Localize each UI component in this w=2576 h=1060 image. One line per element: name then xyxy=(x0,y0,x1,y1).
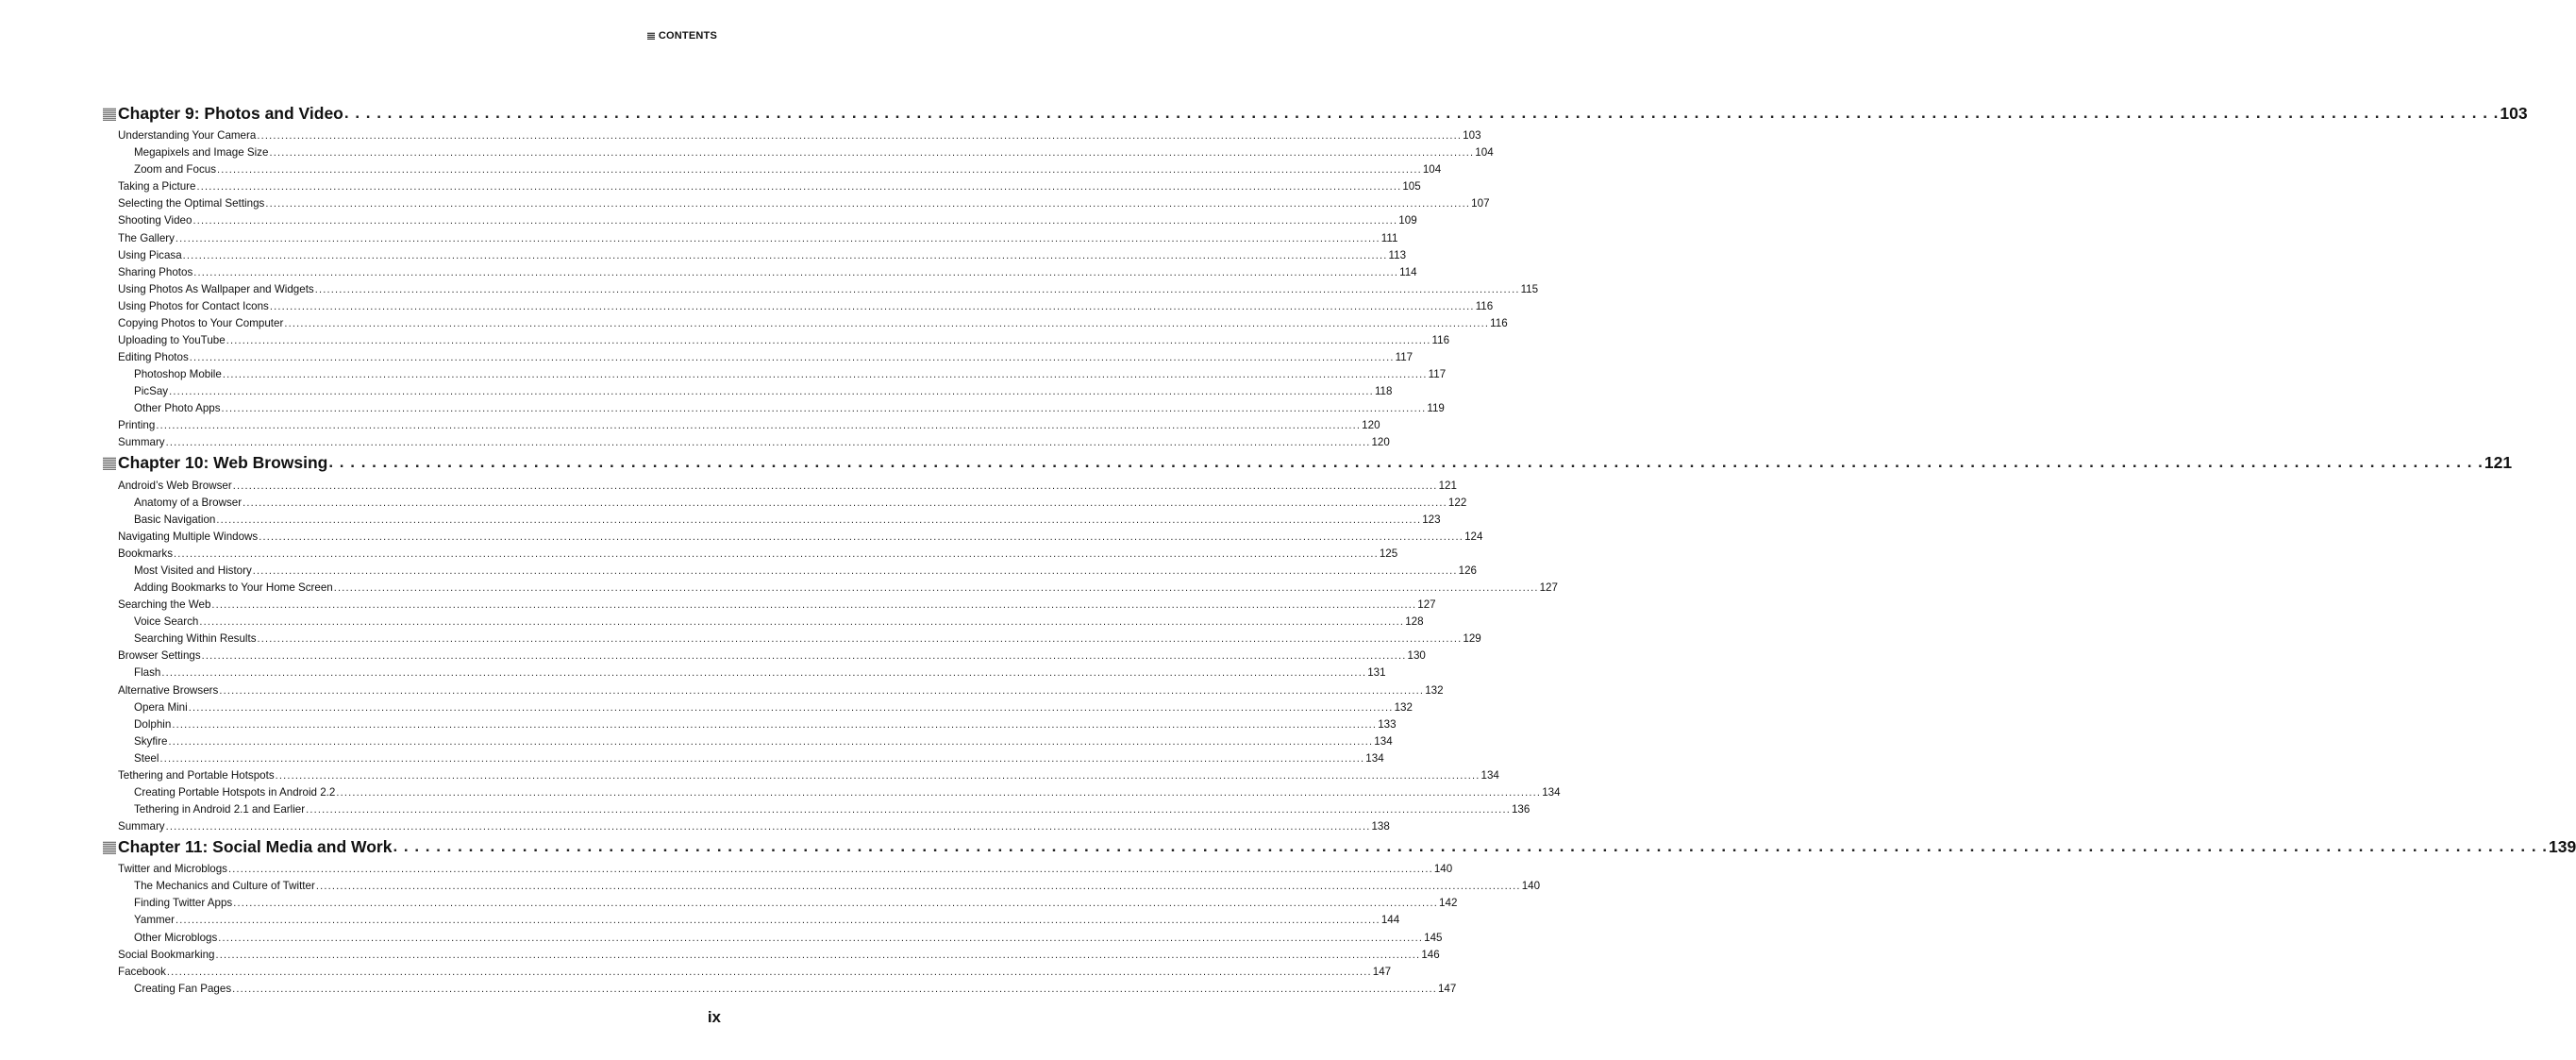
chapter-heading[interactable] xyxy=(103,451,2513,474)
entry-page: 128 xyxy=(1405,615,1424,629)
entry-page: 120 xyxy=(1371,436,1390,449)
toc-section[interactable] xyxy=(103,298,1494,315)
entry-page: 116 xyxy=(1475,299,1494,312)
entry-page: 105 xyxy=(1402,180,1421,193)
dot-leader: ............................................................................................................................................................................................................................................................................................................ xyxy=(314,283,1520,295)
entry-title: Navigating Multiple Windows xyxy=(118,530,259,543)
entry-title: Sharing Photos xyxy=(118,265,193,278)
dot-leader: ............................................................................................................................................................................................................................................................................................................ xyxy=(216,513,1422,526)
toc-subsection[interactable] xyxy=(103,161,1442,178)
entry-page: 140 xyxy=(1433,863,1453,876)
entry-title: Steel xyxy=(134,751,159,765)
entry-title: Summary xyxy=(118,436,165,449)
entry-page: 142 xyxy=(1439,897,1458,910)
toc-section[interactable] xyxy=(103,332,1450,349)
dot-leader: ............................................................................................................................................................................................................................................................................................................ xyxy=(169,386,1374,398)
dot-leader: ............................................................................................................................................................................................................................................................................................................ xyxy=(265,198,1471,210)
entry-page: 132 xyxy=(1425,683,1444,697)
toc-section[interactable] xyxy=(103,477,1457,494)
toc-subsection[interactable] xyxy=(103,912,1400,929)
toc-section[interactable] xyxy=(103,212,1417,229)
entry-page: 111 xyxy=(1380,231,1398,244)
dot-leader: ............................................................................................................................................................................................................................................................................................................ xyxy=(175,915,1380,927)
entry-title: Tethering and Portable Hotspots xyxy=(118,768,275,782)
toc-section[interactable] xyxy=(103,681,1444,698)
toc-section[interactable] xyxy=(103,947,1440,964)
dot-leader: ............................................................................................................................................................................................................................................................................................................ xyxy=(199,616,1405,629)
entry-page: 125 xyxy=(1379,547,1398,560)
entry-title: Opera Mini xyxy=(134,700,188,714)
chapter-page: 121 xyxy=(2484,453,2513,473)
entry-page: 126 xyxy=(1458,564,1477,577)
section-square-icon xyxy=(647,32,655,40)
dot-leader: ............................................................................................................................................................................................................................................................................................................ xyxy=(168,735,1374,748)
toc-section[interactable] xyxy=(103,315,1508,332)
dot-leader: ............................................................................................................................................................................................................................................................................................................ xyxy=(227,864,1433,876)
dot-leader: ............................................................................................................................................................................................................................................................................................................ xyxy=(174,547,1379,560)
table-of-contents xyxy=(103,102,2576,998)
toc-section[interactable] xyxy=(103,281,1539,298)
entry-title: Searching Within Results xyxy=(134,632,257,646)
dot-leader: ............................................................................................................................................................................................................................................................................................................ xyxy=(189,352,1395,364)
entry-page: 114 xyxy=(1399,265,1417,278)
dot-leader: ............................................................................................................................................................................................................................................................................................................ xyxy=(336,786,1542,799)
entry-title: Android’s Web Browser xyxy=(118,479,232,492)
entry-title: Yammer xyxy=(134,914,175,927)
dot-leader: ............................................................................................................................................................................................................................................................................................................ xyxy=(232,983,1437,995)
toc-section[interactable] xyxy=(103,767,1499,784)
entry-title: Social Bookmarking xyxy=(118,948,215,961)
entry-title: Searching the Web xyxy=(118,598,211,612)
dot-leader: ............................................................................................................................................................................................................................................................................................................ xyxy=(257,633,1463,646)
toc-section[interactable] xyxy=(103,229,1398,246)
chapter-title: Chapter 9: Photos and Video xyxy=(118,104,343,123)
entry-page: 145 xyxy=(1424,931,1443,944)
dot-leader: . . . . . . . . . . . . . . . . . . . . . . . . . . . . . . . . . . . . . . . . . . . . . . . . . . . . . . . . . . . . . . . . . . . . . . . . . . . . . . . . . . . . . . . . . . . . . . . . . . . . . . . . . . . . . . . . . . . . . . . . . . . . . . . . . . . . . . . . . . . . . . . . . . . . . . . . . . . . . . . . . . . . . . . . . . . . . . . . . . . . . . . . . . . . . . . . . . . . . . . . xyxy=(393,837,2548,856)
dot-leader: ............................................................................................................................................................................................................................................................................................................ xyxy=(161,667,1367,680)
entry-title: Voice Search xyxy=(134,615,199,629)
entry-title: Using Picasa xyxy=(118,248,182,261)
chapter-heading[interactable] xyxy=(103,835,2576,858)
entry-page: 104 xyxy=(1475,146,1494,160)
dot-leader: ............................................................................................................................................................................................................................................................................................................ xyxy=(215,949,1421,961)
toc-subsection[interactable] xyxy=(103,665,1386,681)
entry-page: 116 xyxy=(1490,316,1508,329)
toc-subsection[interactable] xyxy=(103,716,1397,733)
entry-title: Printing xyxy=(118,419,156,432)
toc-subsection[interactable] xyxy=(103,784,1561,801)
toc-section[interactable] xyxy=(103,178,1421,195)
entry-title: Dolphin xyxy=(134,717,172,731)
dot-leader: ............................................................................................................................................................................................................................................................................................................ xyxy=(166,966,1372,978)
dot-leader: ............................................................................................................................................................................................................................................................................................................ xyxy=(232,480,1438,492)
entry-page: 133 xyxy=(1378,717,1397,731)
toc-subsection[interactable] xyxy=(103,512,1441,529)
entry-title: Facebook xyxy=(118,965,166,978)
dot-leader: ............................................................................................................................................................................................................................................................................................................ xyxy=(257,130,1463,143)
entry-title: Anatomy of a Browser xyxy=(134,496,243,509)
entry-title: Photoshop Mobile xyxy=(134,368,222,381)
dot-leader: ............................................................................................................................................................................................................................................................................................................ xyxy=(218,932,1424,944)
entry-title: Skyfire xyxy=(134,734,168,748)
chapter-square-icon xyxy=(103,108,116,121)
toc-subsection[interactable] xyxy=(103,563,1477,580)
dot-leader: ............................................................................................................................................................................................................................................................................................................ xyxy=(165,821,1371,833)
entry-title: Summary xyxy=(118,820,165,833)
toc-section[interactable] xyxy=(103,529,1483,546)
toc-section[interactable] xyxy=(103,195,1490,212)
entry-title: Zoom and Focus xyxy=(134,163,216,177)
chapter-page: 139 xyxy=(2549,837,2576,857)
entry-page: 124 xyxy=(1464,530,1483,543)
toc-subsection[interactable] xyxy=(103,383,1393,400)
dot-leader: ............................................................................................................................................................................................................................................................................................................ xyxy=(217,164,1422,177)
entry-page: 127 xyxy=(1417,598,1436,612)
dot-leader: ............................................................................................................................................................................................................................................................................................................ xyxy=(159,752,1365,765)
dot-leader: ............................................................................................................................................................................................................................................................................................................ xyxy=(175,232,1380,244)
entry-page: 134 xyxy=(1365,751,1384,765)
dot-leader: ............................................................................................................................................................................................................................................................................................................ xyxy=(192,215,1398,227)
toc-section[interactable] xyxy=(103,264,1417,281)
toc-subsection[interactable] xyxy=(103,614,1424,631)
entry-page: 132 xyxy=(1394,700,1413,714)
entry-page: 113 xyxy=(1388,248,1407,261)
entry-page: 115 xyxy=(1520,282,1539,295)
chapter-title: Chapter 10: Web Browsing xyxy=(118,453,328,473)
entry-page: 146 xyxy=(1421,948,1440,961)
entry-page: 131 xyxy=(1367,666,1386,680)
toc-section[interactable] xyxy=(103,597,1436,614)
chapter-square-icon xyxy=(103,841,116,854)
entry-page: 122 xyxy=(1447,496,1467,509)
entry-title: Shooting Video xyxy=(118,214,192,227)
dot-leader: ............................................................................................................................................................................................................................................................................................................ xyxy=(196,181,1402,193)
entry-title: PicSay xyxy=(134,385,169,398)
running-head xyxy=(647,30,717,42)
entry-page: 140 xyxy=(1521,880,1541,893)
entry-page: 144 xyxy=(1380,914,1400,927)
entry-page: 129 xyxy=(1463,632,1481,646)
dot-leader: ............................................................................................................................................................................................................................................................................................................ xyxy=(269,300,1475,312)
entry-title: Copying Photos to Your Computer xyxy=(118,316,284,329)
toc-subsection[interactable] xyxy=(103,750,1384,767)
dot-leader: ............................................................................................................................................................................................................................................................................................................ xyxy=(221,403,1427,415)
entry-page: 109 xyxy=(1398,214,1417,227)
entry-page: 134 xyxy=(1480,768,1499,782)
toc-subsection[interactable] xyxy=(103,699,1413,716)
chapter-title: Chapter 11: Social Media and Work xyxy=(118,837,393,857)
entry-title: Bookmarks xyxy=(118,547,173,560)
entry-title: Twitter and Microblogs xyxy=(118,863,227,876)
entry-page: 117 xyxy=(1428,368,1447,381)
toc-section[interactable] xyxy=(103,818,1390,835)
toc-subsection[interactable] xyxy=(103,366,1447,383)
entry-title: Selecting the Optimal Settings xyxy=(118,197,265,210)
dot-leader: ............................................................................................................................................................................................................................................................................................................ xyxy=(284,317,1490,329)
entry-title: Using Photos As Wallpaper and Widgets xyxy=(118,282,314,295)
dot-leader: ............................................................................................................................................................................................................................................................................................................ xyxy=(182,249,1388,261)
dot-leader: ............................................................................................................................................................................................................................................................................................................ xyxy=(275,769,1480,782)
entry-page: 107 xyxy=(1471,197,1490,210)
entry-title: Most Visited and History xyxy=(134,564,252,577)
entry-page: 138 xyxy=(1371,820,1390,833)
toc-subsection[interactable] xyxy=(103,631,1481,648)
toc-subsection[interactable] xyxy=(103,801,1531,818)
toc-subsection[interactable] xyxy=(103,144,1494,161)
entry-title: Using Photos for Contact Icons xyxy=(118,299,269,312)
toc-subsection[interactable] xyxy=(103,981,1457,998)
toc-section[interactable] xyxy=(103,247,1407,264)
entry-page: 104 xyxy=(1422,163,1442,177)
toc-section[interactable] xyxy=(103,434,1390,451)
entry-title: Creating Fan Pages xyxy=(134,982,232,995)
entry-page: 123 xyxy=(1422,513,1441,526)
entry-page: 136 xyxy=(1511,803,1531,816)
dot-leader: ............................................................................................................................................................................................................................................................................................................ xyxy=(222,369,1428,381)
page-number: ix xyxy=(707,1008,721,1026)
entry-title: Adding Bookmarks to Your Home Screen xyxy=(134,581,333,595)
dot-leader: ............................................................................................................................................................................................................................................................................................................ xyxy=(333,582,1539,595)
dot-leader: ............................................................................................................................................................................................................................................................................................................ xyxy=(269,147,1475,160)
toc-subsection[interactable] xyxy=(103,400,1445,417)
entry-page: 134 xyxy=(1374,734,1393,748)
entry-page: 134 xyxy=(1542,785,1561,799)
toc-section[interactable] xyxy=(103,861,1453,878)
toc-subsection[interactable] xyxy=(103,929,1443,946)
entry-title: Basic Navigation xyxy=(134,513,216,526)
chapter-heading[interactable] xyxy=(103,102,2528,125)
dot-leader: ............................................................................................................................................................................................................................................................................................................ xyxy=(233,898,1439,910)
toc-section[interactable] xyxy=(103,127,1481,144)
entry-title: Megapixels and Image Size xyxy=(134,146,269,160)
entry-title: Creating Portable Hotspots in Android 2.2 xyxy=(134,785,336,799)
dot-leader: ............................................................................................................................................................................................................................................................................................................ xyxy=(201,650,1407,663)
toc-section[interactable] xyxy=(103,964,1392,981)
entry-title: Other Photo Apps xyxy=(134,402,221,415)
entry-title: Tethering in Android 2.1 and Earlier xyxy=(134,803,306,816)
entry-page: 127 xyxy=(1539,581,1558,595)
dot-leader: . . . . . . . . . . . . . . . . . . . . . . . . . . . . . . . . . . . . . . . . . . . . . . . . . . . . . . . . . . . . . . . . . . . . . . . . . . . . . . . . . . . . . . . . . . . . . . . . . . . . . . . . . . . . . . . . . . . . . . . . . . . . . . . . . . . . . . . . . . . . . . . . . . . . . . . . . . . . . . . . . . . . . . . . . . . . . . . . . . . . . . . . . . . . . . . . . . . . . . . . xyxy=(328,453,2484,472)
entry-title: Editing Photos xyxy=(118,351,189,364)
entry-title: Alternative Browsers xyxy=(118,683,219,697)
dot-leader: ............................................................................................................................................................................................................................................................................................................ xyxy=(188,701,1394,714)
entry-title: Uploading to YouTube xyxy=(118,334,226,347)
entry-title: Other Microblogs xyxy=(134,931,218,944)
entry-page: 103 xyxy=(1463,129,1481,143)
dot-leader: ............................................................................................................................................................................................................................................................................................................ xyxy=(165,437,1371,449)
dot-leader: ............................................................................................................................................................................................................................................................................................................ xyxy=(156,420,1362,432)
entry-title: The Gallery xyxy=(118,231,175,244)
entry-page: 121 xyxy=(1438,479,1457,492)
dot-leader: ............................................................................................................................................................................................................................................................................................................ xyxy=(306,804,1511,816)
entry-title: Understanding Your Camera xyxy=(118,129,257,143)
dot-leader: ............................................................................................................................................................................................................................................................................................................ xyxy=(193,266,1399,278)
toc-subsection[interactable] xyxy=(103,495,1467,512)
toc-section[interactable] xyxy=(103,417,1380,434)
dot-leader: ............................................................................................................................................................................................................................................................................................................ xyxy=(252,564,1458,577)
entry-page: 117 xyxy=(1395,351,1413,364)
toc-subsection[interactable] xyxy=(103,733,1393,750)
dot-leader: ............................................................................................................................................................................................................................................................................................................ xyxy=(259,530,1464,543)
entry-title: Browser Settings xyxy=(118,649,201,663)
toc-section[interactable] xyxy=(103,648,1426,665)
entry-title: Taking a Picture xyxy=(118,180,196,193)
entry-page: 116 xyxy=(1431,334,1450,347)
entry-title: Flash xyxy=(134,666,161,680)
entry-page: 147 xyxy=(1437,982,1457,995)
toc-section[interactable] xyxy=(103,546,1398,563)
entry-page: 118 xyxy=(1374,385,1393,398)
entry-title: The Mechanics and Culture of Twitter xyxy=(134,880,315,893)
dot-leader: ............................................................................................................................................................................................................................................................................................................ xyxy=(315,881,1521,893)
entry-page: 147 xyxy=(1372,965,1392,978)
dot-leader: ............................................................................................................................................................................................................................................................................................................ xyxy=(172,718,1378,731)
dot-leader: ............................................................................................................................................................................................................................................................................................................ xyxy=(243,496,1447,509)
entry-page: 120 xyxy=(1362,419,1380,432)
toc-section[interactable] xyxy=(103,349,1413,366)
toc-subsection[interactable] xyxy=(103,580,1558,597)
entry-page: 119 xyxy=(1427,402,1445,415)
dot-leader: ............................................................................................................................................................................................................................................................................................................ xyxy=(211,599,1417,612)
chapter-square-icon xyxy=(103,457,116,470)
entry-title: Finding Twitter Apps xyxy=(134,897,233,910)
chapter-page: 103 xyxy=(2500,104,2528,123)
dot-leader: ............................................................................................................................................................................................................................................................................................................ xyxy=(226,335,1431,347)
entry-page: 130 xyxy=(1407,649,1426,663)
dot-leader: ............................................................................................................................................................................................................................................................................................................ xyxy=(219,684,1425,697)
dot-leader: . . . . . . . . . . . . . . . . . . . . . . . . . . . . . . . . . . . . . . . . . . . . . . . . . . . . . . . . . . . . . . . . . . . . . . . . . . . . . . . . . . . . . . . . . . . . . . . . . . . . . . . . . . . . . . . . . . . . . . . . . . . . . . . . . . . . . . . . . . . . . . . . . . . . . . . . . . . . . . . . . . . . . . . . . . . . . . . . . . . . . . . . . . . . . . . . . . . . . . . . xyxy=(343,104,2500,122)
toc-subsection[interactable] xyxy=(103,895,1458,912)
toc-subsection[interactable] xyxy=(103,878,1541,895)
running-head-text: CONTENTS xyxy=(658,30,717,42)
